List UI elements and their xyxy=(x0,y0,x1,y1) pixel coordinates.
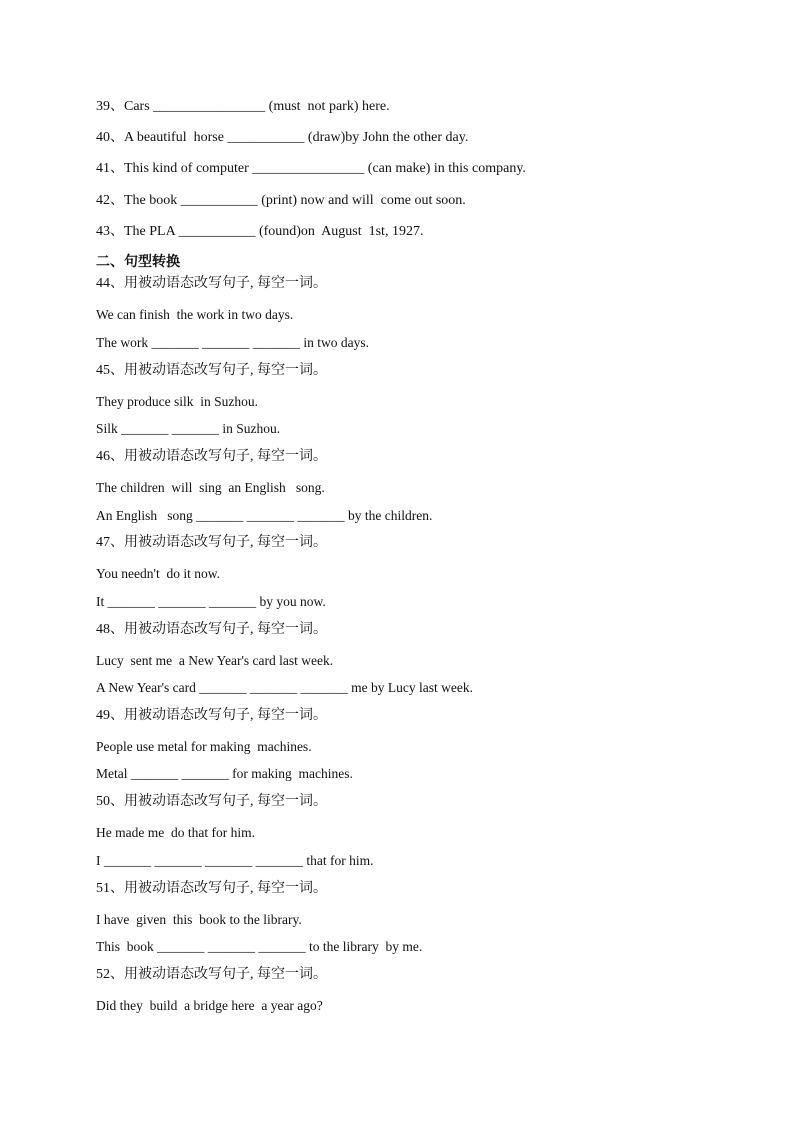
original-sentence-44: We can finish the work in two days. xyxy=(96,307,294,322)
section-heading: 二、句型转换 xyxy=(96,254,180,270)
instruction-48: 48、用被动语态改写句子, 每空一词。 xyxy=(96,622,327,637)
instruction-49: 49、用被动语态改写句子, 每空一词。 xyxy=(96,708,327,723)
original-sentence-49: People use metal for making machines. xyxy=(96,739,312,754)
instruction-44: 44、用被动语态改写句子, 每空一词。 xyxy=(96,276,327,291)
instruction-45: 45、用被动语态改写句子, 每空一词。 xyxy=(96,363,327,378)
original-sentence-45: They produce silk in Suzhou. xyxy=(96,394,258,409)
question-41: 41、This kind of computer ________________ (can make) in this company. xyxy=(96,161,526,176)
answer-line-49: Metal _______ _______ for making machines. xyxy=(96,766,353,781)
answer-line-48: A New Year's card _______ _______ _______ me by Lucy last week. xyxy=(96,680,473,695)
question-39: 39、Cars ________________ (must not park) here. xyxy=(96,99,390,114)
original-sentence-46: The children will sing an English song. xyxy=(96,480,325,495)
question-43: 43、The PLA ___________ (found)on August 1st, 1927. xyxy=(96,224,424,239)
answer-line-51: This book _______ _______ _______ to the library by me. xyxy=(96,939,423,954)
instruction-46: 46、用被动语态改写句子, 每空一词。 xyxy=(96,449,327,464)
instruction-47: 47、用被动语态改写句子, 每空一词。 xyxy=(96,535,327,550)
answer-line-47: It _______ _______ _______ by you now. xyxy=(96,594,326,609)
original-sentence-52: Did they build a bridge here a year ago? xyxy=(96,998,323,1013)
question-42: 42、The book ___________ (print) now and will come out soon. xyxy=(96,193,466,208)
instruction-50: 50、用被动语态改写句子, 每空一词。 xyxy=(96,794,327,809)
original-sentence-50: He made me do that for him. xyxy=(96,825,255,840)
instruction-51: 51、用被动语态改写句子, 每空一词。 xyxy=(96,881,327,896)
original-sentence-48: Lucy sent me a New Year's card last week. xyxy=(96,653,334,668)
answer-line-50: I _______ _______ _______ _______ that for him. xyxy=(96,853,374,868)
original-sentence-51: I have given this book to the library. xyxy=(96,912,302,927)
original-sentence-47: You needn't do it now. xyxy=(96,566,220,581)
answer-line-44: The work _______ _______ _______ in two days. xyxy=(96,335,369,350)
question-40: 40、A beautiful horse ___________ (draw)by John the other day. xyxy=(96,130,469,145)
instruction-52: 52、用被动语态改写句子, 每空一词。 xyxy=(96,967,327,982)
answer-line-46: An English song _______ _______ _______ by the children. xyxy=(96,508,433,523)
answer-line-45: Silk _______ _______ in Suzhou. xyxy=(96,421,281,436)
